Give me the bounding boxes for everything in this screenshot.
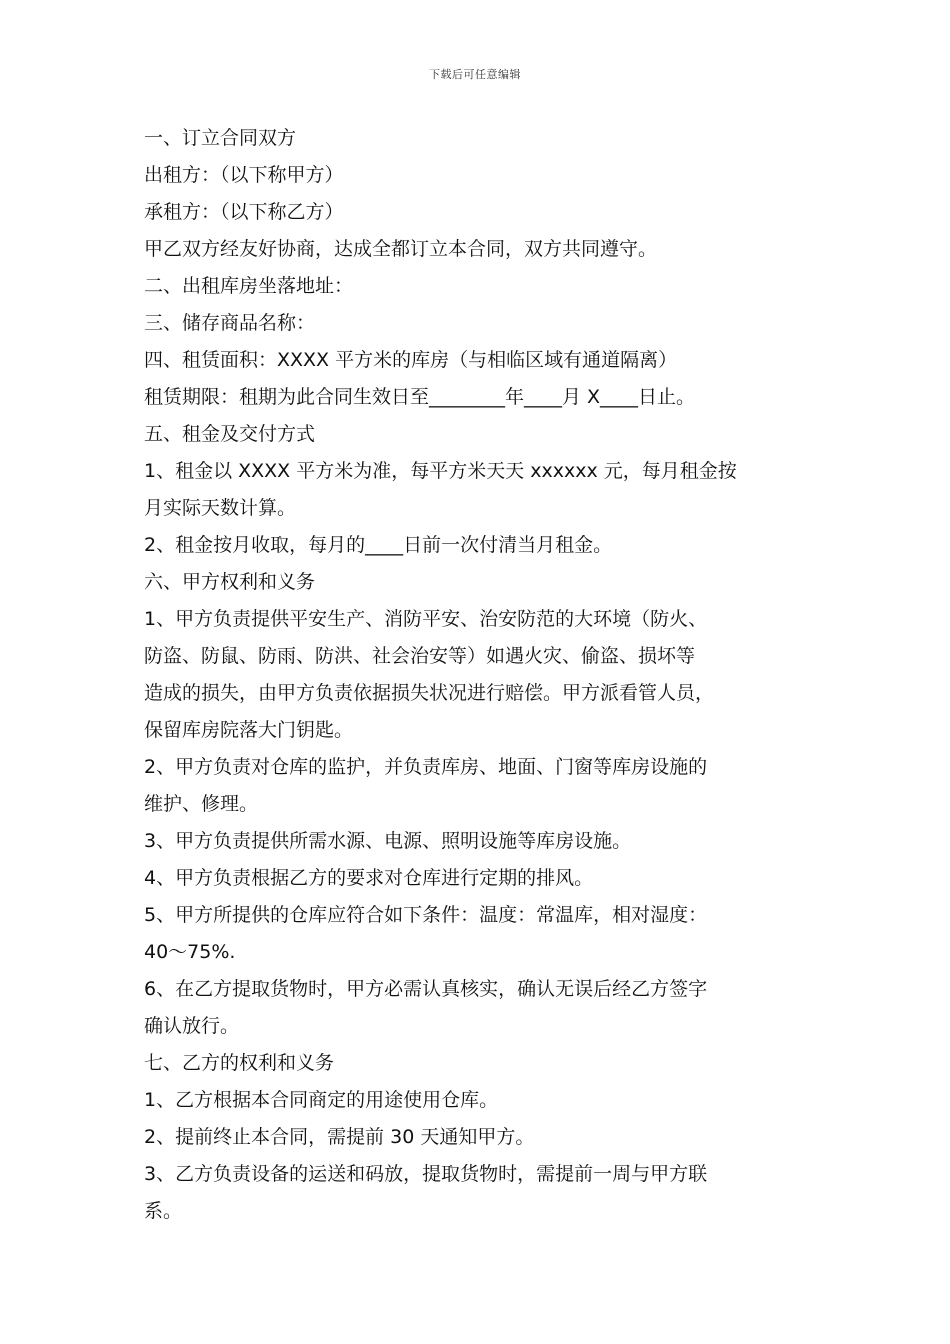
paragraph-line: 2、甲方负责对仓库的监护，并负责库房、地面、门窗等库房设施的 (144, 756, 708, 778)
paragraph-line: 2、租金按月收取，每月的____日前一次付清当月租金。 (144, 534, 613, 556)
section-heading: 七、乙方的权利和义务 (144, 1052, 335, 1074)
paragraph-line: 3、乙方负责设备的运送和码放，提取货物时，需提前一周与甲方联 (144, 1163, 708, 1185)
paragraph-line: 月实际天数计算。 (144, 497, 297, 519)
paragraph-line: 出租方：（以下称甲方） (144, 164, 344, 186)
paragraph-line: 4、甲方负责根据乙方的要求对仓库进行定期的排风。 (144, 867, 594, 889)
paragraph-line: 维护、修理。 (144, 793, 259, 815)
section-heading: 四、租赁面积：XXXX 平方米的库房（与相临区域有通道隔离） (144, 349, 678, 371)
paragraph-line: 1、甲方负责提供平安生产、消防平安、治安防范的大环境（防火、 (144, 608, 708, 630)
header-note: 下载后可任意编辑 (429, 68, 521, 81)
paragraph-line: 6、在乙方提取货物时，甲方必需认真核实，确认无误后经乙方签字 (144, 978, 708, 1000)
paragraph-line: 甲乙双方经友好协商，达成全都订立本合同，双方共同遵守。 (144, 238, 658, 260)
paragraph-line: 造成的损失，由甲方负责依据损失状况进行赔偿。甲方派看管人员， (144, 682, 715, 704)
paragraph-line: 防盗、防鼠、防雨、防洪、社会治安等）如遇火灾、偷盗、损坏等 (144, 645, 696, 667)
paragraph-line: 系。 (144, 1200, 183, 1222)
paragraph-line: 2、提前终止本合同，需提前 30 天通知甲方。 (144, 1126, 535, 1148)
paragraph-line: 1、乙方根据本合同商定的用途使用仓库。 (144, 1089, 499, 1111)
paragraph-line: 1、租金以 XXXX 平方米为准，每平方米天天 xxxxxx 元，每月租金按 (144, 460, 737, 482)
section-heading: 五、租金及交付方式 (144, 423, 316, 445)
section-heading: 六、甲方权利和义务 (144, 571, 316, 593)
paragraph-line: 确认放行。 (144, 1015, 240, 1037)
contract-body (144, 120, 824, 1230)
paragraph-line: 保留库房院落大门钥匙。 (144, 719, 354, 741)
paragraph-line: 5、甲方所提供的仓库应符合如下条件：温度：常温库，相对湿度： (144, 904, 708, 926)
section-heading: 三、储存商品名称： (144, 312, 316, 334)
paragraph-line: 3、甲方负责提供所需水源、电源、照明设施等库房设施。 (144, 830, 632, 852)
paragraph-line: 租赁期限：租期为此合同生效日至________年____月 X____日止。 (144, 386, 696, 408)
section-heading: 二、出租库房坐落地址： (144, 275, 354, 297)
paragraph-line: 承租方：（以下称乙方） (144, 201, 344, 223)
paragraph-line: 40～75%. (144, 941, 236, 963)
section-heading: 一、订立合同双方 (144, 127, 297, 149)
